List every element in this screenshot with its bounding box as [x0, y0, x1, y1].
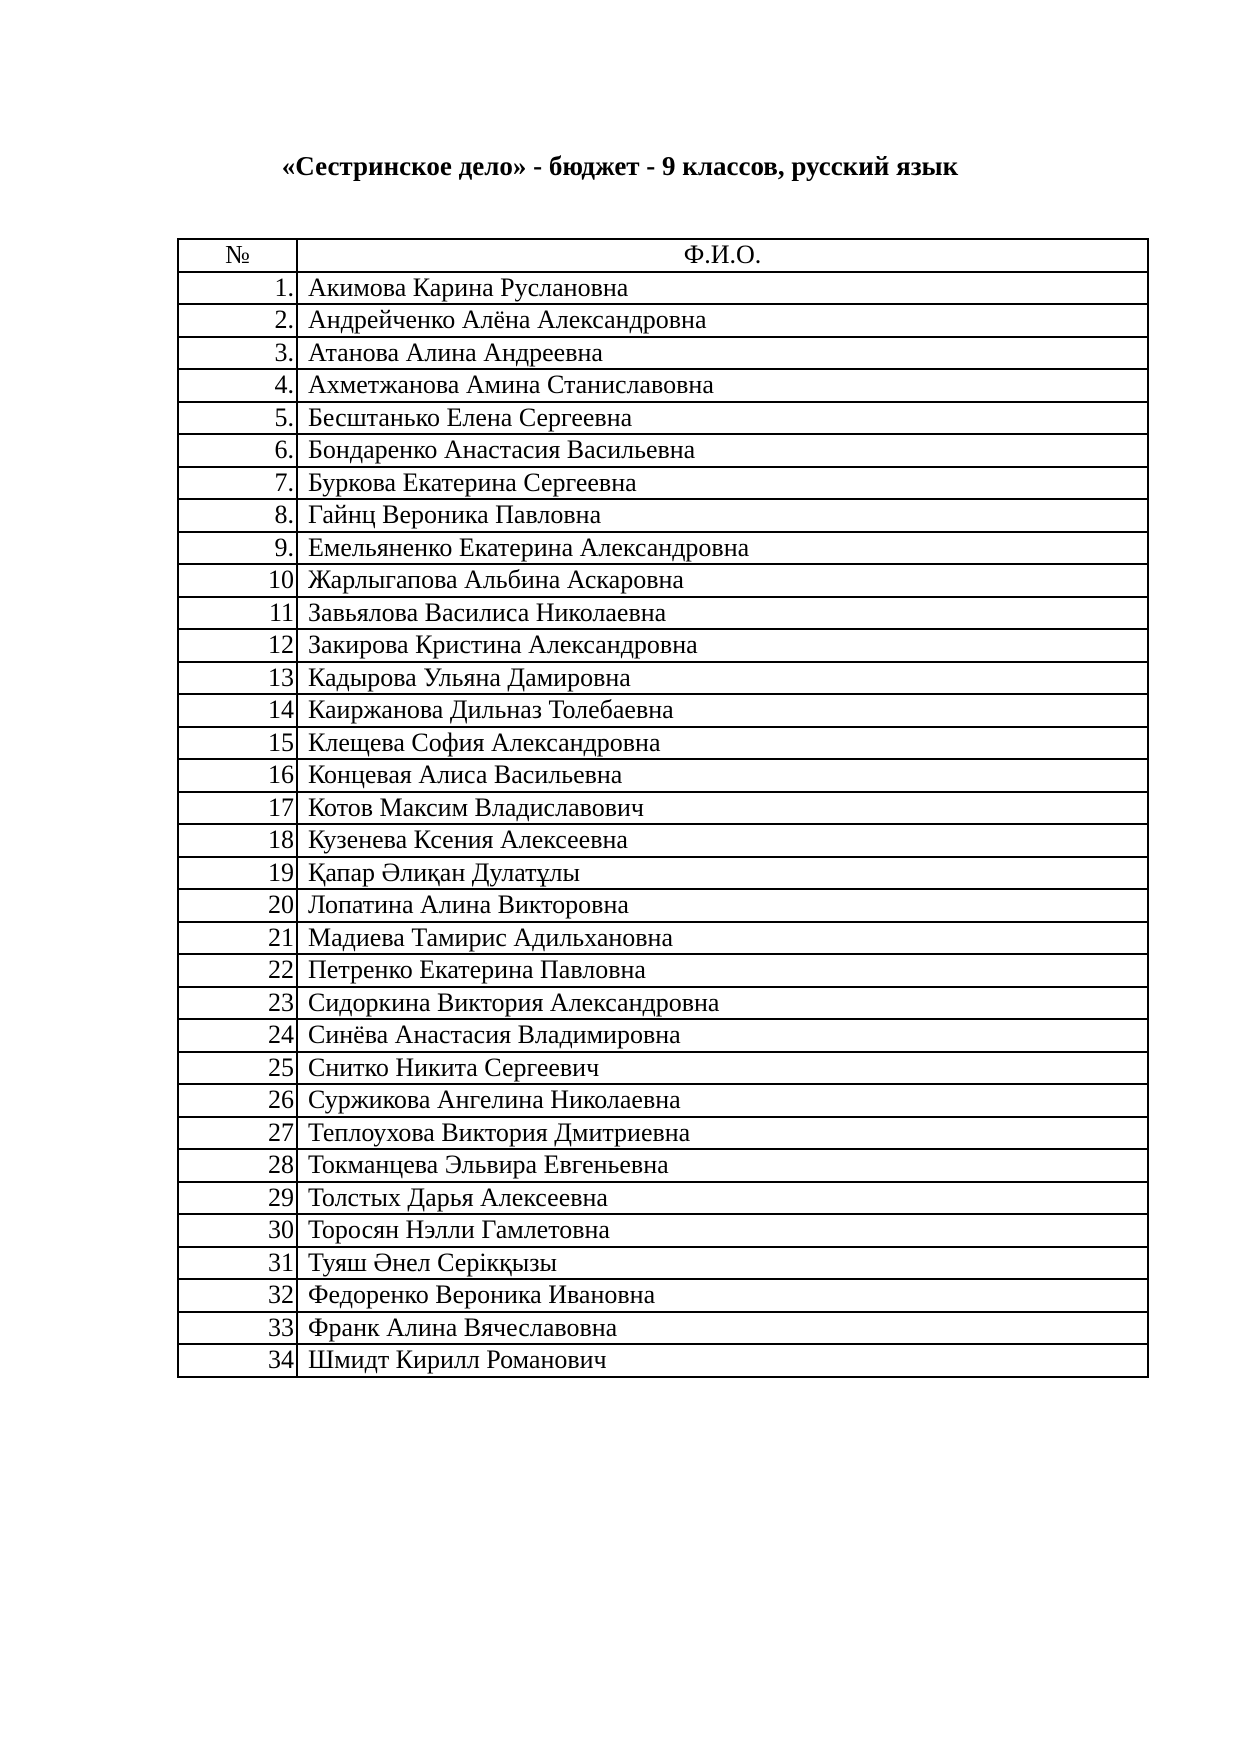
table-row	[178, 1247, 1148, 1280]
student-name: Туяш Әнел Серікқызы	[297, 1247, 1148, 1280]
row-number: 20	[178, 889, 297, 922]
row-number: 17	[178, 792, 297, 825]
table-row	[178, 272, 1148, 305]
table-row	[178, 564, 1148, 597]
table-row	[178, 1279, 1148, 1312]
student-name: Қапар Әлиқан Дулатұлы	[297, 857, 1148, 890]
student-name: Торосян Нэлли Гамлетовна	[297, 1214, 1148, 1247]
student-name: Котов Максим Владиславович	[297, 792, 1148, 825]
row-number: 33	[178, 1312, 297, 1345]
row-number: 32	[178, 1279, 297, 1312]
table-row	[178, 857, 1148, 890]
student-name: Емельяненко Екатерина Александровна	[297, 532, 1148, 565]
student-name: Снитко Никита Сергеевич	[297, 1052, 1148, 1085]
student-name: Андрейченко Алёна Александровна	[297, 304, 1148, 337]
student-name: Мадиева Тамирис Адильхановна	[297, 922, 1148, 955]
row-number: 1.	[178, 272, 297, 305]
table-row	[178, 1182, 1148, 1215]
table-row	[178, 1117, 1148, 1150]
student-name: Закирова Кристина Александровна	[297, 629, 1148, 662]
table-row	[178, 1214, 1148, 1247]
row-number: 4.	[178, 369, 297, 402]
row-number: 6.	[178, 434, 297, 467]
student-name: Синёва Анастасия Владимировна	[297, 1019, 1148, 1052]
student-name: Акимова Карина Руслановна	[297, 272, 1148, 305]
student-name: Кадырова Ульяна Дамировна	[297, 662, 1148, 695]
student-name: Концевая Алиса Васильевна	[297, 759, 1148, 792]
row-number: 14	[178, 694, 297, 727]
table-row	[178, 889, 1148, 922]
table-body	[178, 272, 1148, 1377]
student-name: Клещева София Александровна	[297, 727, 1148, 760]
student-name: Ахметжанова Амина Станиславовна	[297, 369, 1148, 402]
row-number: 22	[178, 954, 297, 987]
row-number: 26	[178, 1084, 297, 1117]
student-name: Жарлыгапова Альбина Аскаровна	[297, 564, 1148, 597]
row-number: 31	[178, 1247, 297, 1280]
table-header-row	[178, 239, 1148, 272]
student-name: Толстых Дарья Алексеевна	[297, 1182, 1148, 1215]
student-name: Бондаренко Анастасия Васильевна	[297, 434, 1148, 467]
student-name: Гайнц Вероника Павловна	[297, 499, 1148, 532]
document-title: «Сестринское дело» - бюджет - 9 классов, русский язык	[281, 151, 959, 181]
table-row	[178, 1084, 1148, 1117]
table-row	[178, 304, 1148, 337]
table-row	[178, 467, 1148, 500]
student-name: Федоренко Вероника Ивановна	[297, 1279, 1148, 1312]
student-name: Атанова Алина Андреевна	[297, 337, 1148, 370]
table-row	[178, 954, 1148, 987]
student-name: Петренко Екатерина Павловна	[297, 954, 1148, 987]
row-number: 13	[178, 662, 297, 695]
student-name: Токманцева Эльвира Евгеньевна	[297, 1149, 1148, 1182]
student-name: Каиржанова Дильназ Толебаевна	[297, 694, 1148, 727]
row-number: 24	[178, 1019, 297, 1052]
student-name: Суржикова Ангелина Николаевна	[297, 1084, 1148, 1117]
table-row	[178, 629, 1148, 662]
table-row	[178, 759, 1148, 792]
table-row	[178, 1312, 1148, 1345]
table-row	[178, 402, 1148, 435]
student-name: Шмидт Кирилл Романович	[297, 1344, 1148, 1377]
table-row	[178, 434, 1148, 467]
student-name: Сидоркина Виктория Александровна	[297, 987, 1148, 1020]
row-number: 28	[178, 1149, 297, 1182]
row-number: 29	[178, 1182, 297, 1215]
row-number: 21	[178, 922, 297, 955]
row-number: 12	[178, 629, 297, 662]
row-number: 19	[178, 857, 297, 890]
table-row	[178, 824, 1148, 857]
row-number: 3.	[178, 337, 297, 370]
table-row	[178, 694, 1148, 727]
row-number: 2.	[178, 304, 297, 337]
column-header-number: №	[178, 239, 297, 272]
table-row	[178, 922, 1148, 955]
student-list-table	[177, 238, 1149, 1378]
student-name: Кузенева Ксения Алексеевна	[297, 824, 1148, 857]
row-number: 9.	[178, 532, 297, 565]
table-row	[178, 1344, 1148, 1377]
table-row	[178, 337, 1148, 370]
table-row	[178, 1052, 1148, 1085]
table-row	[178, 499, 1148, 532]
table-row	[178, 987, 1148, 1020]
row-number: 5.	[178, 402, 297, 435]
table-row	[178, 369, 1148, 402]
column-header-name: Ф.И.О.	[297, 239, 1148, 272]
row-number: 25	[178, 1052, 297, 1085]
table-row	[178, 727, 1148, 760]
row-number: 7.	[178, 467, 297, 500]
table-row	[178, 1019, 1148, 1052]
row-number: 16	[178, 759, 297, 792]
table-row	[178, 792, 1148, 825]
row-number: 27	[178, 1117, 297, 1150]
student-name: Лопатина Алина Викторовна	[297, 889, 1148, 922]
row-number: 11	[178, 597, 297, 630]
table-row	[178, 532, 1148, 565]
row-number: 30	[178, 1214, 297, 1247]
row-number: 23	[178, 987, 297, 1020]
row-number: 8.	[178, 499, 297, 532]
table-row	[178, 662, 1148, 695]
student-name: Бесштанько Елена Сергеевна	[297, 402, 1148, 435]
row-number: 34	[178, 1344, 297, 1377]
student-name: Буркова Екатерина Сергеевна	[297, 467, 1148, 500]
student-name: Теплоухова Виктория Дмитриевна	[297, 1117, 1148, 1150]
row-number: 15	[178, 727, 297, 760]
student-name: Франк Алина Вячеславовна	[297, 1312, 1148, 1345]
row-number: 10	[178, 564, 297, 597]
student-name: Завьялова Василиса Николаевна	[297, 597, 1148, 630]
table-row	[178, 1149, 1148, 1182]
table-row	[178, 597, 1148, 630]
row-number: 18	[178, 824, 297, 857]
